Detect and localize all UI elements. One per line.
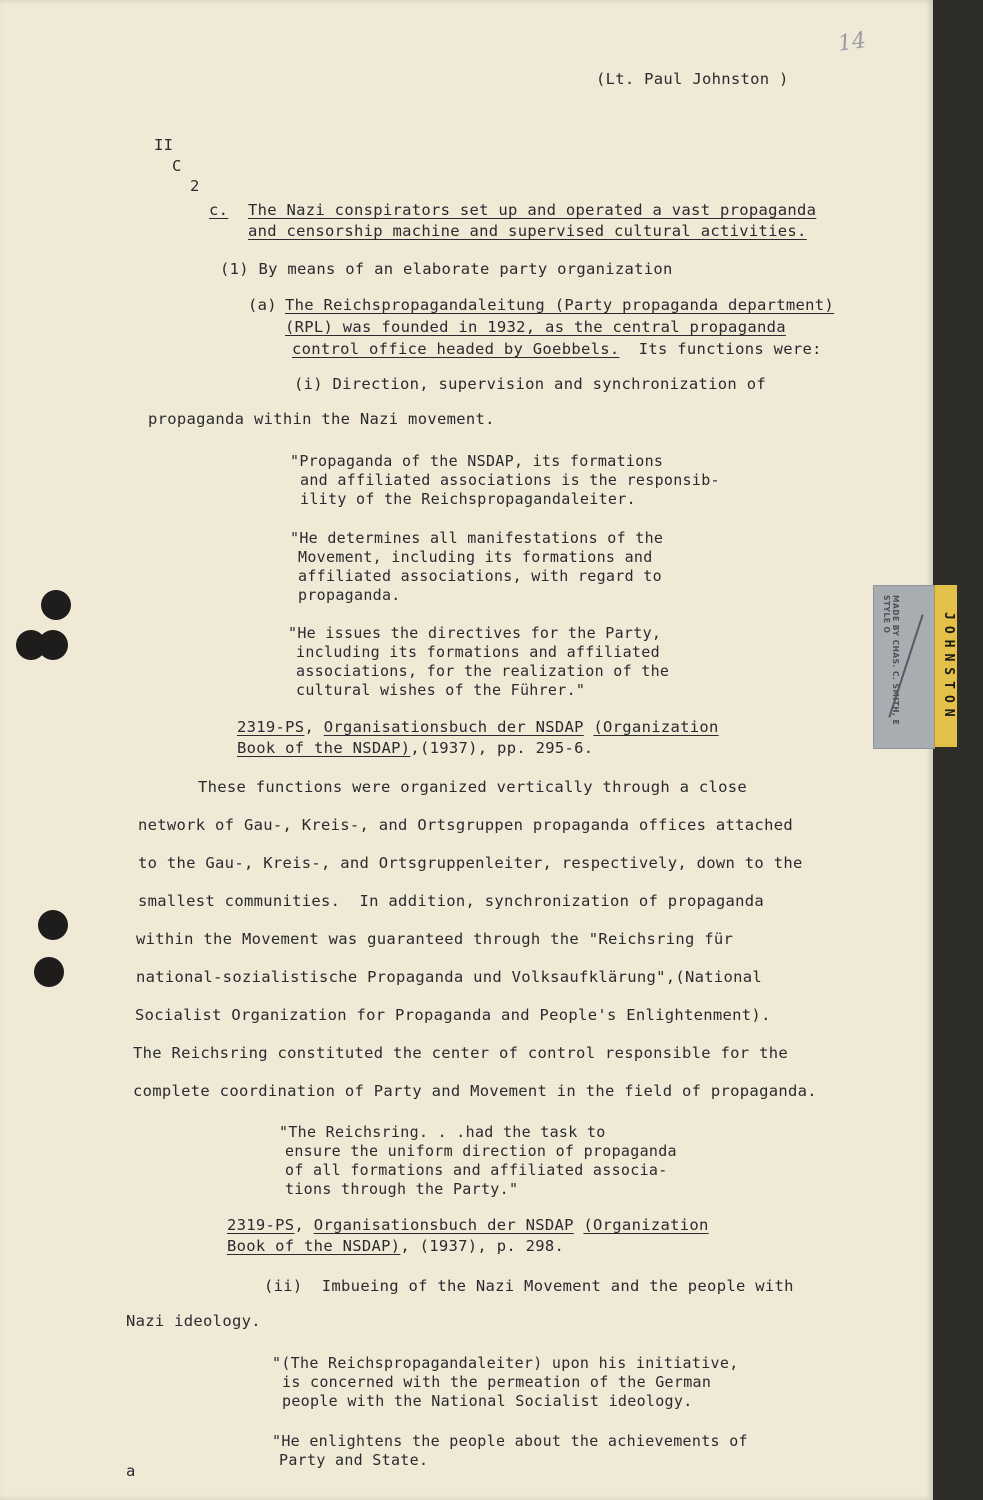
citation1-line2 <box>237 739 593 757</box>
quote5-line: people with the National Socialist ideology. <box>282 1392 693 1410</box>
folder-tab-name: JOHNSTON <box>941 611 956 723</box>
function-ii-line1: (ii) Imbueing of the Nazi Movement and the people with <box>264 1277 794 1295</box>
citation1-line2-rest: ,(1937), pp. 295-6. <box>410 739 594 757</box>
folder-tab-maker <box>878 595 900 740</box>
citation2-paren: (Organization <box>583 1216 709 1234</box>
item-a-line3 <box>292 340 822 358</box>
paragraph-line: to the Gau-, Kreis-, and Ortsgruppenleiter, respectively, down to the <box>138 854 803 872</box>
quote2-line: "He determines all manifestations of the <box>290 529 664 547</box>
punch-hole-icon <box>38 630 68 660</box>
paragraph-line: within the Movement was guaranteed through the "Reichsring für <box>136 930 734 948</box>
citation2-doc: 2319-PS <box>227 1216 295 1234</box>
citation2-line1 <box>227 1216 709 1234</box>
citation1-doc: 2319-PS <box>237 718 305 736</box>
quote4-line: tions through the Party." <box>285 1180 519 1198</box>
citation1-title: Organisationsbuch der NSDAP <box>323 718 584 736</box>
outline-level3: 2 <box>190 177 200 195</box>
quote3-line: including its formations and affiliated <box>296 643 660 661</box>
item-a-line2: (RPL) was founded in 1932, as the central propaganda <box>285 318 786 336</box>
heading-c-marker: c. <box>209 201 229 219</box>
page-number: 14 <box>836 28 868 57</box>
item-a-line3-rest: Its functions were: <box>619 340 822 358</box>
folder-tab-style-text: STYLE O <box>882 595 891 634</box>
citation2-title: Organisationsbuch der NSDAP <box>313 1216 574 1234</box>
heading-c-line2: and censorship machine and supervised cultural activities. <box>248 222 807 240</box>
paragraph-line: smallest communities. In addition, synchronization of propaganda <box>138 892 765 910</box>
citation2-line2-rest: , (1937), p. 298. <box>400 1237 565 1255</box>
function-i-line1: (i) Direction, supervision and synchronization of <box>294 375 766 393</box>
quote2-line: propaganda. <box>298 586 401 604</box>
function-i-line2: propaganda within the Nazi movement. <box>148 410 495 428</box>
quote3-line: "He issues the directives for the Party, <box>288 624 662 642</box>
function-ii-line2: Nazi ideology. <box>126 1312 261 1330</box>
citation1-line2-underlined: Book of the NSDAP) <box>237 739 411 757</box>
quote1-line: ility of the Reichspropagandaleiter. <box>300 490 636 508</box>
punch-hole-icon <box>38 910 68 940</box>
quote4-line: of all formations and affiliated associa- <box>285 1161 668 1179</box>
subheading-1: (1) By means of an elaborate party organization <box>220 260 673 278</box>
footer-mark: a <box>126 1462 136 1480</box>
citation1-space <box>584 718 594 736</box>
folder-tab-maker-text: MADE BY CHAS. C. SMITH, E <box>891 595 900 726</box>
quote3-line: associations, for the realization of the <box>296 662 670 680</box>
outline-level1: II <box>154 136 174 154</box>
quote5-line: "(The Reichspropagandaleiter) upon his initiative, <box>272 1354 739 1372</box>
quote6-line: Party and State. <box>279 1451 429 1469</box>
item-a-marker: (a) <box>248 296 277 314</box>
paragraph-line: national-sozialistische Propaganda und Volksaufklärung",(National <box>136 968 763 986</box>
item-a-line1: The Reichspropagandaleitung (Party propaganda department) <box>285 296 835 314</box>
paragraph-line: Socialist Organization for Propaganda and People's Enlightenment). <box>135 1006 771 1024</box>
item-a-line3-underlined: control office headed by Goebbels. <box>292 340 620 358</box>
quote2-line: Movement, including its formations and <box>298 548 653 566</box>
quote4-line: "The Reichsring. . .had the task to <box>279 1123 606 1141</box>
quote2-line: affiliated associations, with regard to <box>298 567 662 585</box>
quote5-line: is concerned with the permeation of the German <box>282 1373 712 1391</box>
quote3-line: cultural wishes of the Führer." <box>296 681 586 699</box>
author-header: (Lt. Paul Johnston ) <box>596 70 789 88</box>
heading-c-line1: The Nazi conspirators set up and operated a vast propaganda <box>248 201 817 219</box>
paragraph-line: complete coordination of Party and Movement in the field of propaganda. <box>133 1082 817 1100</box>
punch-hole-icon <box>41 590 71 620</box>
quote1-line: and affiliated associations is the responsib- <box>300 471 720 489</box>
citation2-sep: , <box>294 1216 314 1234</box>
citation1-line1 <box>237 718 719 736</box>
quote1-line: "Propaganda of the NSDAP, its formations <box>290 452 664 470</box>
citation1-paren: (Organization <box>593 718 719 736</box>
citation2-line2 <box>227 1237 564 1255</box>
paragraph-line: The Reichsring constituted the center of control responsible for the <box>133 1044 788 1062</box>
paragraph-line: These functions were organized vertically through a close <box>198 778 748 796</box>
quote4-line: ensure the uniform direction of propaganda <box>285 1142 677 1160</box>
punch-hole-icon <box>34 957 64 987</box>
citation2-space <box>574 1216 584 1234</box>
paragraph-line: network of Gau-, Kreis-, and Ortsgruppen propaganda offices attached <box>138 816 793 834</box>
citation2-line2-underlined: Book of the NSDAP) <box>227 1237 401 1255</box>
citation1-sep: , <box>304 718 324 736</box>
quote6-line: "He enlightens the people about the achievements of <box>272 1432 748 1450</box>
folder-edge <box>933 0 983 1500</box>
outline-level2: C <box>172 157 182 175</box>
